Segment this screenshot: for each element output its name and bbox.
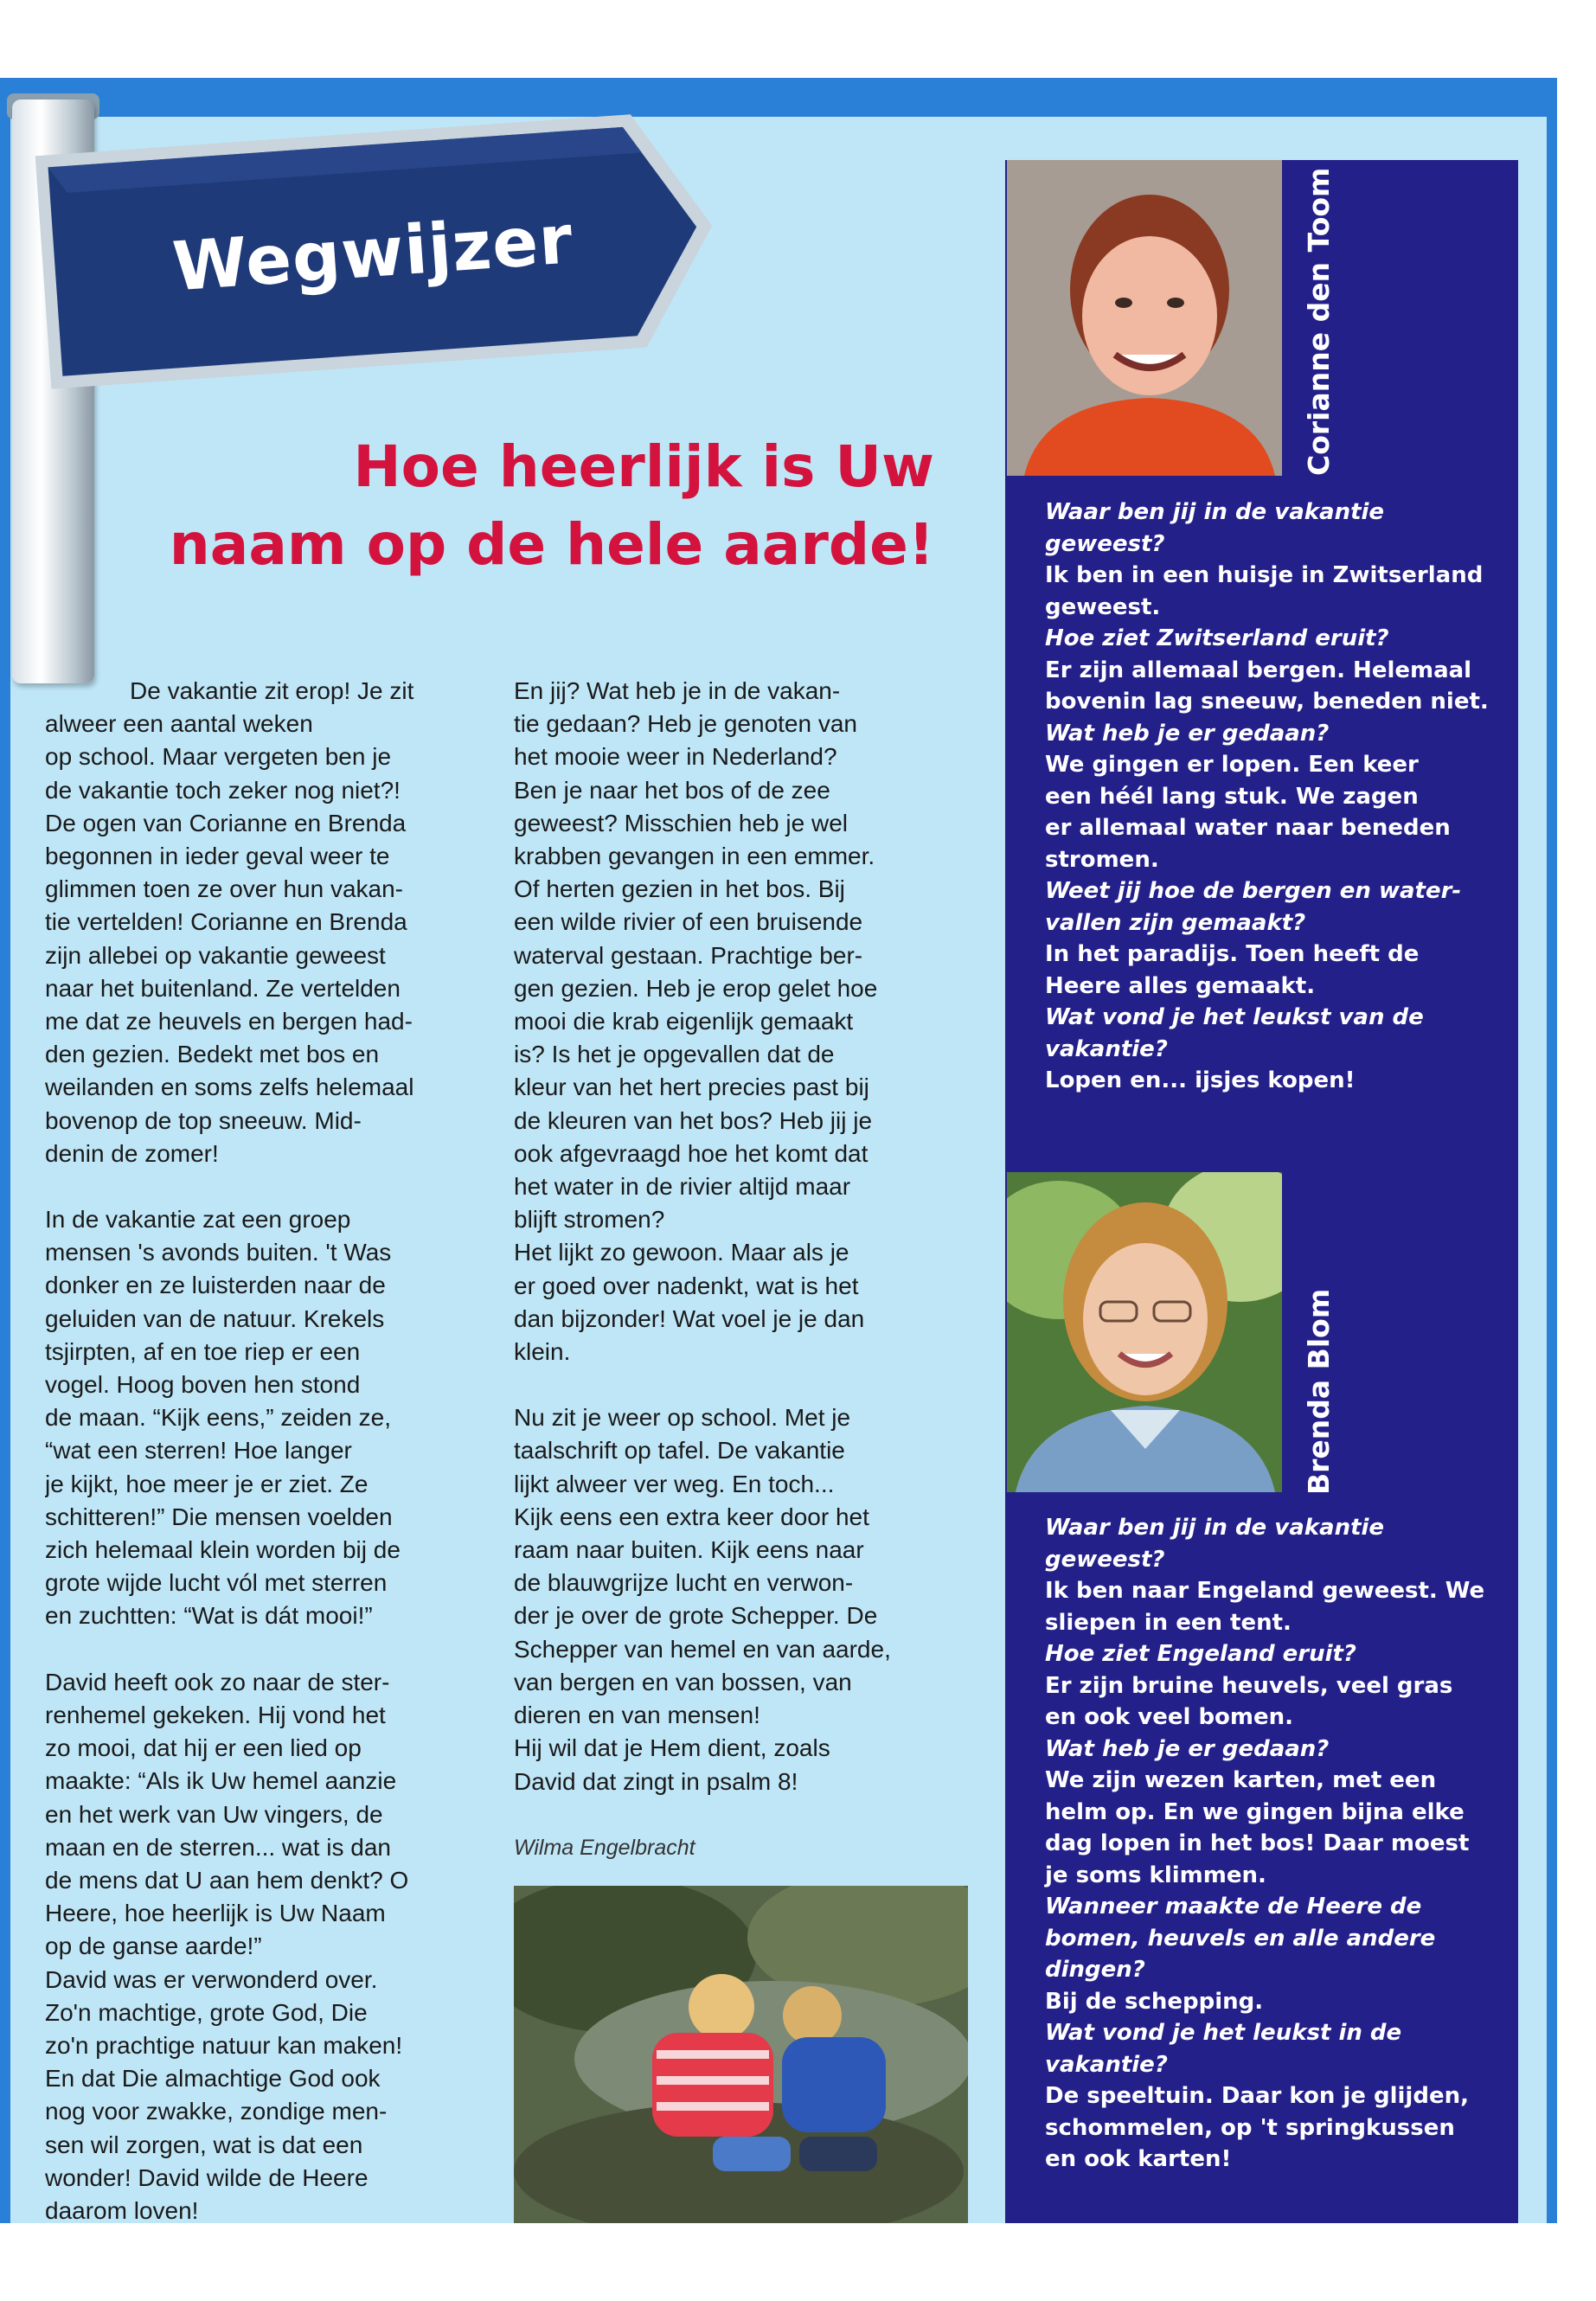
interview-brenda — [1045, 1512, 1495, 2176]
answer: We gingen er lopen. Een keer een héél lang stuk. We zagen er allemaal water naar beneden stromen. — [1045, 752, 1451, 873]
author-credit: Wilma Engelbracht — [514, 1835, 695, 1860]
answer: Er zijn bruine heuvels, veel gras en ook veel bomen. — [1045, 1672, 1453, 1730]
question: Wat heb je er gedaan? — [1045, 720, 1330, 747]
answer: Lopen en... ijsjes kopen! — [1045, 1067, 1356, 1093]
name-brenda: Brenda Blom — [1302, 1288, 1336, 1495]
answer: Er zijn allemaal bergen. Helemaal bovenin lag sneeuw, beneden niet. — [1045, 657, 1489, 715]
portrait-corianne — [1007, 160, 1282, 476]
portrait-brenda — [1007, 1172, 1282, 1492]
question: Hoe ziet Engeland eruit? — [1045, 1641, 1357, 1667]
question: Wat vond je het leukst in de vakantie? — [1045, 2020, 1402, 2078]
sign-label: Wegwijzer — [170, 201, 576, 307]
question: Weet jij hoe de bergen en water- vallen zijn gemaakt? — [1045, 878, 1462, 936]
headline-line-2: naam op de hele aarde! — [169, 511, 934, 578]
question: Wat vond je het leukst van de vakantie? — [1045, 1004, 1424, 1062]
answer: Ik ben in een huisje in Zwitserland geweest. — [1045, 562, 1484, 620]
question: Hoe ziet Zwitserland eruit? — [1045, 625, 1389, 651]
answer: De speeltuin. Daar kon je glijden, schommelen, op 't springkussen en ook karten! — [1045, 2083, 1469, 2172]
paragraph: De vakantie zit erop! Je zit alweer een aantal weken op school. Maar vergeten ben je de vakantie toch zeker nog niet?! De ogen van Corianne en Brenda begonnen in ieder geval weer te glimmen toen ze over hun vakan- tie vertelden! Corianne en Brenda zijn allebei op vakantie geweest naar het buitenland. Ze vertelden me dat ze heuvels en bergen had- den gezien. Bedekt met bos en weilanden en soms zelfs helemaal bovenop de top sneeuw. Mid- denin de zomer! — [45, 677, 414, 1167]
paragraph: En jij? Wat heb je in de vakan- tie gedaan? Heb je genoten van het mooie weer in Nederland? Ben je naar het bos of de zee geweest? Misschien heb je wel krabben gevangen in een emmer. Of herten gezien in het bos. Bij een wilde rivier of een bruisende waterval gestaan. Prachtige ber- gen gezien. Heb je erop gelet hoe mooi die krab eigenlijk gemaakt is? Is het je opgevallen dat de kleur van het hert precies past bij de kleuren van het bos? Heb jij je ook afgevraagd hoe het komt dat het water in de rivier altijd maar blijft stromen? Het lijkt zo gewoon. Maar als je er goed over nadenkt, wat is het dan bijzonder! Wat voel je je dan klein. — [514, 677, 878, 1366]
paragraph: In de vakantie zat een groep mensen 's avonds buiten. 't Was donker en ze luisterden naar de geluiden van de natuur. Krekels tsjirpten, af en toe riep er een vogel. Hoog boven hen stond de maan. “Kijk eens,” zeiden ze, “wat een sterren! Hoe langer je kijkt, hoe meer je er ziet. Ze schitteren!” Die mensen voelden zich helemaal klein worden bij de grote wijde lucht vól met sterren en zuchtten: “Wat is dát mooi!” — [45, 1206, 401, 1630]
question: Waar ben jij in de vakantie geweest? — [1045, 1515, 1385, 1573]
paragraph: Nu zit je weer op school. Met je taalschrift op tafel. De vakantie lijkt alweer ver weg. En toch... Kijk eens een extra keer door het raam naar buiten. Kijk eens naar de blauwgrijze lucht en verwon- der je over de grote Schepper. De Schepper van hemel en van aarde, van bergen en van bossen, van dieren en van mensen! Hij wil dat je Hem dient, zoals David dat zingt in psalm 8! — [514, 1404, 891, 1795]
headline-line-1: Hoe heerlijk is Uw — [353, 433, 934, 500]
headline — [104, 428, 934, 584]
answer: We zijn wezen karten, met een helm op. En we gingen bijna elke dag lopen in het bos! Daar moest je soms klimmen. — [1045, 1767, 1470, 1888]
paragraph: David heeft ook zo naar de ster- renhemel gekeken. Hij vond het zo mooi, dat hij er een lied op maakte: “Als ik Uw hemel aanzie en het werk van Uw vingers, de maan en de sterren... wat is dan de mens dat U aan hem denkt? O Heere, hoe heerlijk is Uw Naam op de ganse aarde!” David was er verwonderd over. Zo'n machtige, grote God, Die zo'n prachtige natuur kan maken! En dat Die almachtige God ook nog voor zwakke, zondige men- sen wil zorgen, wat is dat een wonder! David wilde de Heere daarom loven! — [45, 1668, 409, 2223]
article-column-1 — [45, 675, 478, 2223]
answer: In het paradijs. Toen heeft de Heere alles gemaakt. — [1045, 941, 1420, 999]
name-corianne: Corianne den Toom — [1302, 167, 1336, 476]
question: Waar ben jij in de vakantie geweest? — [1045, 499, 1385, 557]
children-photo — [514, 1886, 968, 2223]
interview-corianne — [1045, 497, 1495, 1097]
answer: Ik ben naar Engeland geweest. We sliepen in een tent. — [1045, 1578, 1485, 1636]
answer: Bij de schepping. — [1045, 1988, 1264, 2015]
question: Wat heb je er gedaan? — [1045, 1735, 1330, 1762]
article-column-2 — [514, 675, 938, 1864]
wegwijzer-sign — [35, 100, 725, 398]
question: Wanneer maakte de Heere de bomen, heuvels en alle andere dingen? — [1045, 1894, 1436, 1983]
